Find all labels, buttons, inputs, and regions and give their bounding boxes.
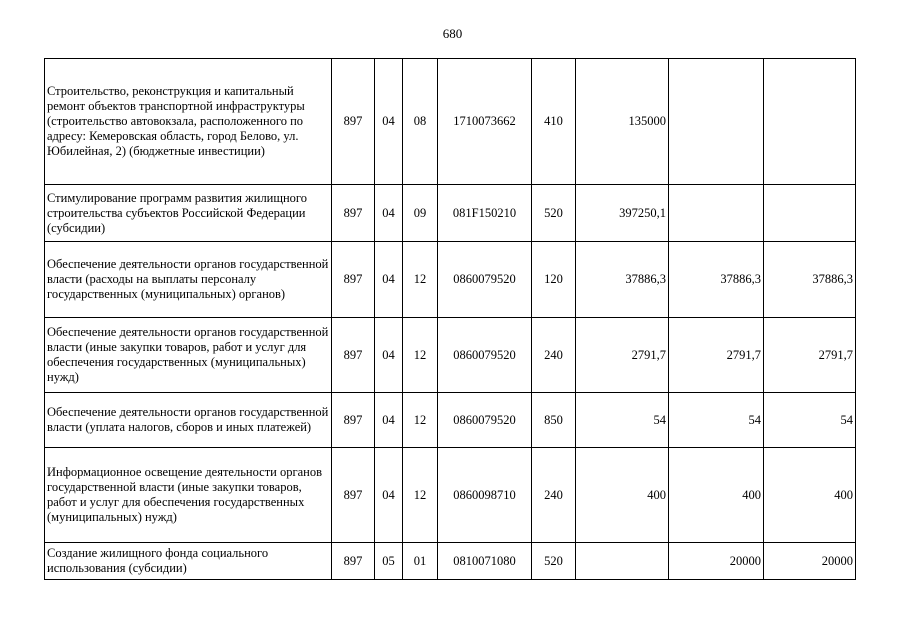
budget-table	[44, 58, 856, 580]
page-number: 680	[442, 26, 463, 41]
table-row	[45, 448, 856, 543]
amount-year-2	[669, 59, 764, 185]
target-article-code: 0860079520	[438, 318, 532, 393]
subsection-code: 12	[403, 318, 438, 393]
expense-type-code: 520	[532, 185, 576, 242]
table-row	[45, 393, 856, 448]
amount-year-2: 54	[669, 393, 764, 448]
ministry-code: 897	[332, 242, 375, 318]
target-article-code: 0860079520	[438, 393, 532, 448]
subsection-code: 08	[403, 59, 438, 185]
ministry-code: 897	[332, 318, 375, 393]
ministry-code: 897	[332, 448, 375, 543]
expense-type-code: 410	[532, 59, 576, 185]
amount-year-1: 135000	[576, 59, 669, 185]
section-code: 04	[375, 318, 403, 393]
expense-type-code: 120	[532, 242, 576, 318]
amount-year-2: 37886,3	[669, 242, 764, 318]
expense-name: Создание жилищного фонда социального использования (субсидии)	[45, 543, 332, 580]
subsection-code: 12	[403, 393, 438, 448]
table-row	[45, 543, 856, 580]
amount-year-3	[764, 185, 856, 242]
amount-year-1: 54	[576, 393, 669, 448]
expense-name: Обеспечение деятельности органов государственной власти (иные закупки товаров, работ и услуг для обеспечения государственных (муниципальных) нужд)	[45, 318, 332, 393]
amount-year-3: 54	[764, 393, 856, 448]
ministry-code: 897	[332, 393, 375, 448]
amount-year-2: 400	[669, 448, 764, 543]
amount-year-1: 37886,3	[576, 242, 669, 318]
section-code: 04	[375, 448, 403, 543]
ministry-code: 897	[332, 543, 375, 580]
target-article-code: 1710073662	[438, 59, 532, 185]
table-row	[45, 318, 856, 393]
section-code: 04	[375, 393, 403, 448]
table-row	[45, 242, 856, 318]
section-code: 05	[375, 543, 403, 580]
expense-type-code: 850	[532, 393, 576, 448]
target-article-code: 0860079520	[438, 242, 532, 318]
amount-year-3	[764, 59, 856, 185]
expense-type-code: 240	[532, 448, 576, 543]
ministry-code: 897	[332, 59, 375, 185]
expense-name: Стимулирование программ развития жилищного строительства субъектов Российской Федерации (субсидии)	[45, 185, 332, 242]
amount-year-1: 2791,7	[576, 318, 669, 393]
subsection-code: 12	[403, 448, 438, 543]
target-article-code: 0860098710	[438, 448, 532, 543]
ministry-code: 897	[332, 185, 375, 242]
subsection-code: 09	[403, 185, 438, 242]
table-row	[45, 59, 856, 185]
section-code: 04	[375, 59, 403, 185]
expense-name: Информационное освещение деятельности органов государственной власти (иные закупки товаров, работ и услуг для обеспечения государственных (муниципальных) нужд)	[45, 448, 332, 543]
amount-year-3: 20000	[764, 543, 856, 580]
amount-year-2	[669, 185, 764, 242]
expense-name: Обеспечение деятельности органов государственной власти (расходы на выплаты персоналу государственных (муниципальных) органов)	[45, 242, 332, 318]
amount-year-3: 400	[764, 448, 856, 543]
amount-year-2: 20000	[669, 543, 764, 580]
amount-year-1	[576, 543, 669, 580]
target-article-code: 0810071080	[438, 543, 532, 580]
amount-year-3: 2791,7	[764, 318, 856, 393]
amount-year-1: 397250,1	[576, 185, 669, 242]
expense-name: Строительство, реконструкция и капитальный ремонт объектов транспортной инфраструктуры (строительство автовокзала, расположенного по адресу: Кемеровская область, город Белово, ул. Юбилейная, 2) (бюджетные инвестиции)	[45, 59, 332, 185]
section-code: 04	[375, 242, 403, 318]
section-code: 04	[375, 185, 403, 242]
subsection-code: 01	[403, 543, 438, 580]
subsection-code: 12	[403, 242, 438, 318]
target-article-code: 081F150210	[438, 185, 532, 242]
expense-name: Обеспечение деятельности органов государственной власти (уплата налогов, сборов и иных платежей)	[45, 393, 332, 448]
amount-year-1: 400	[576, 448, 669, 543]
expense-type-code: 520	[532, 543, 576, 580]
amount-year-3: 37886,3	[764, 242, 856, 318]
amount-year-2: 2791,7	[669, 318, 764, 393]
table-row	[45, 185, 856, 242]
expense-type-code: 240	[532, 318, 576, 393]
